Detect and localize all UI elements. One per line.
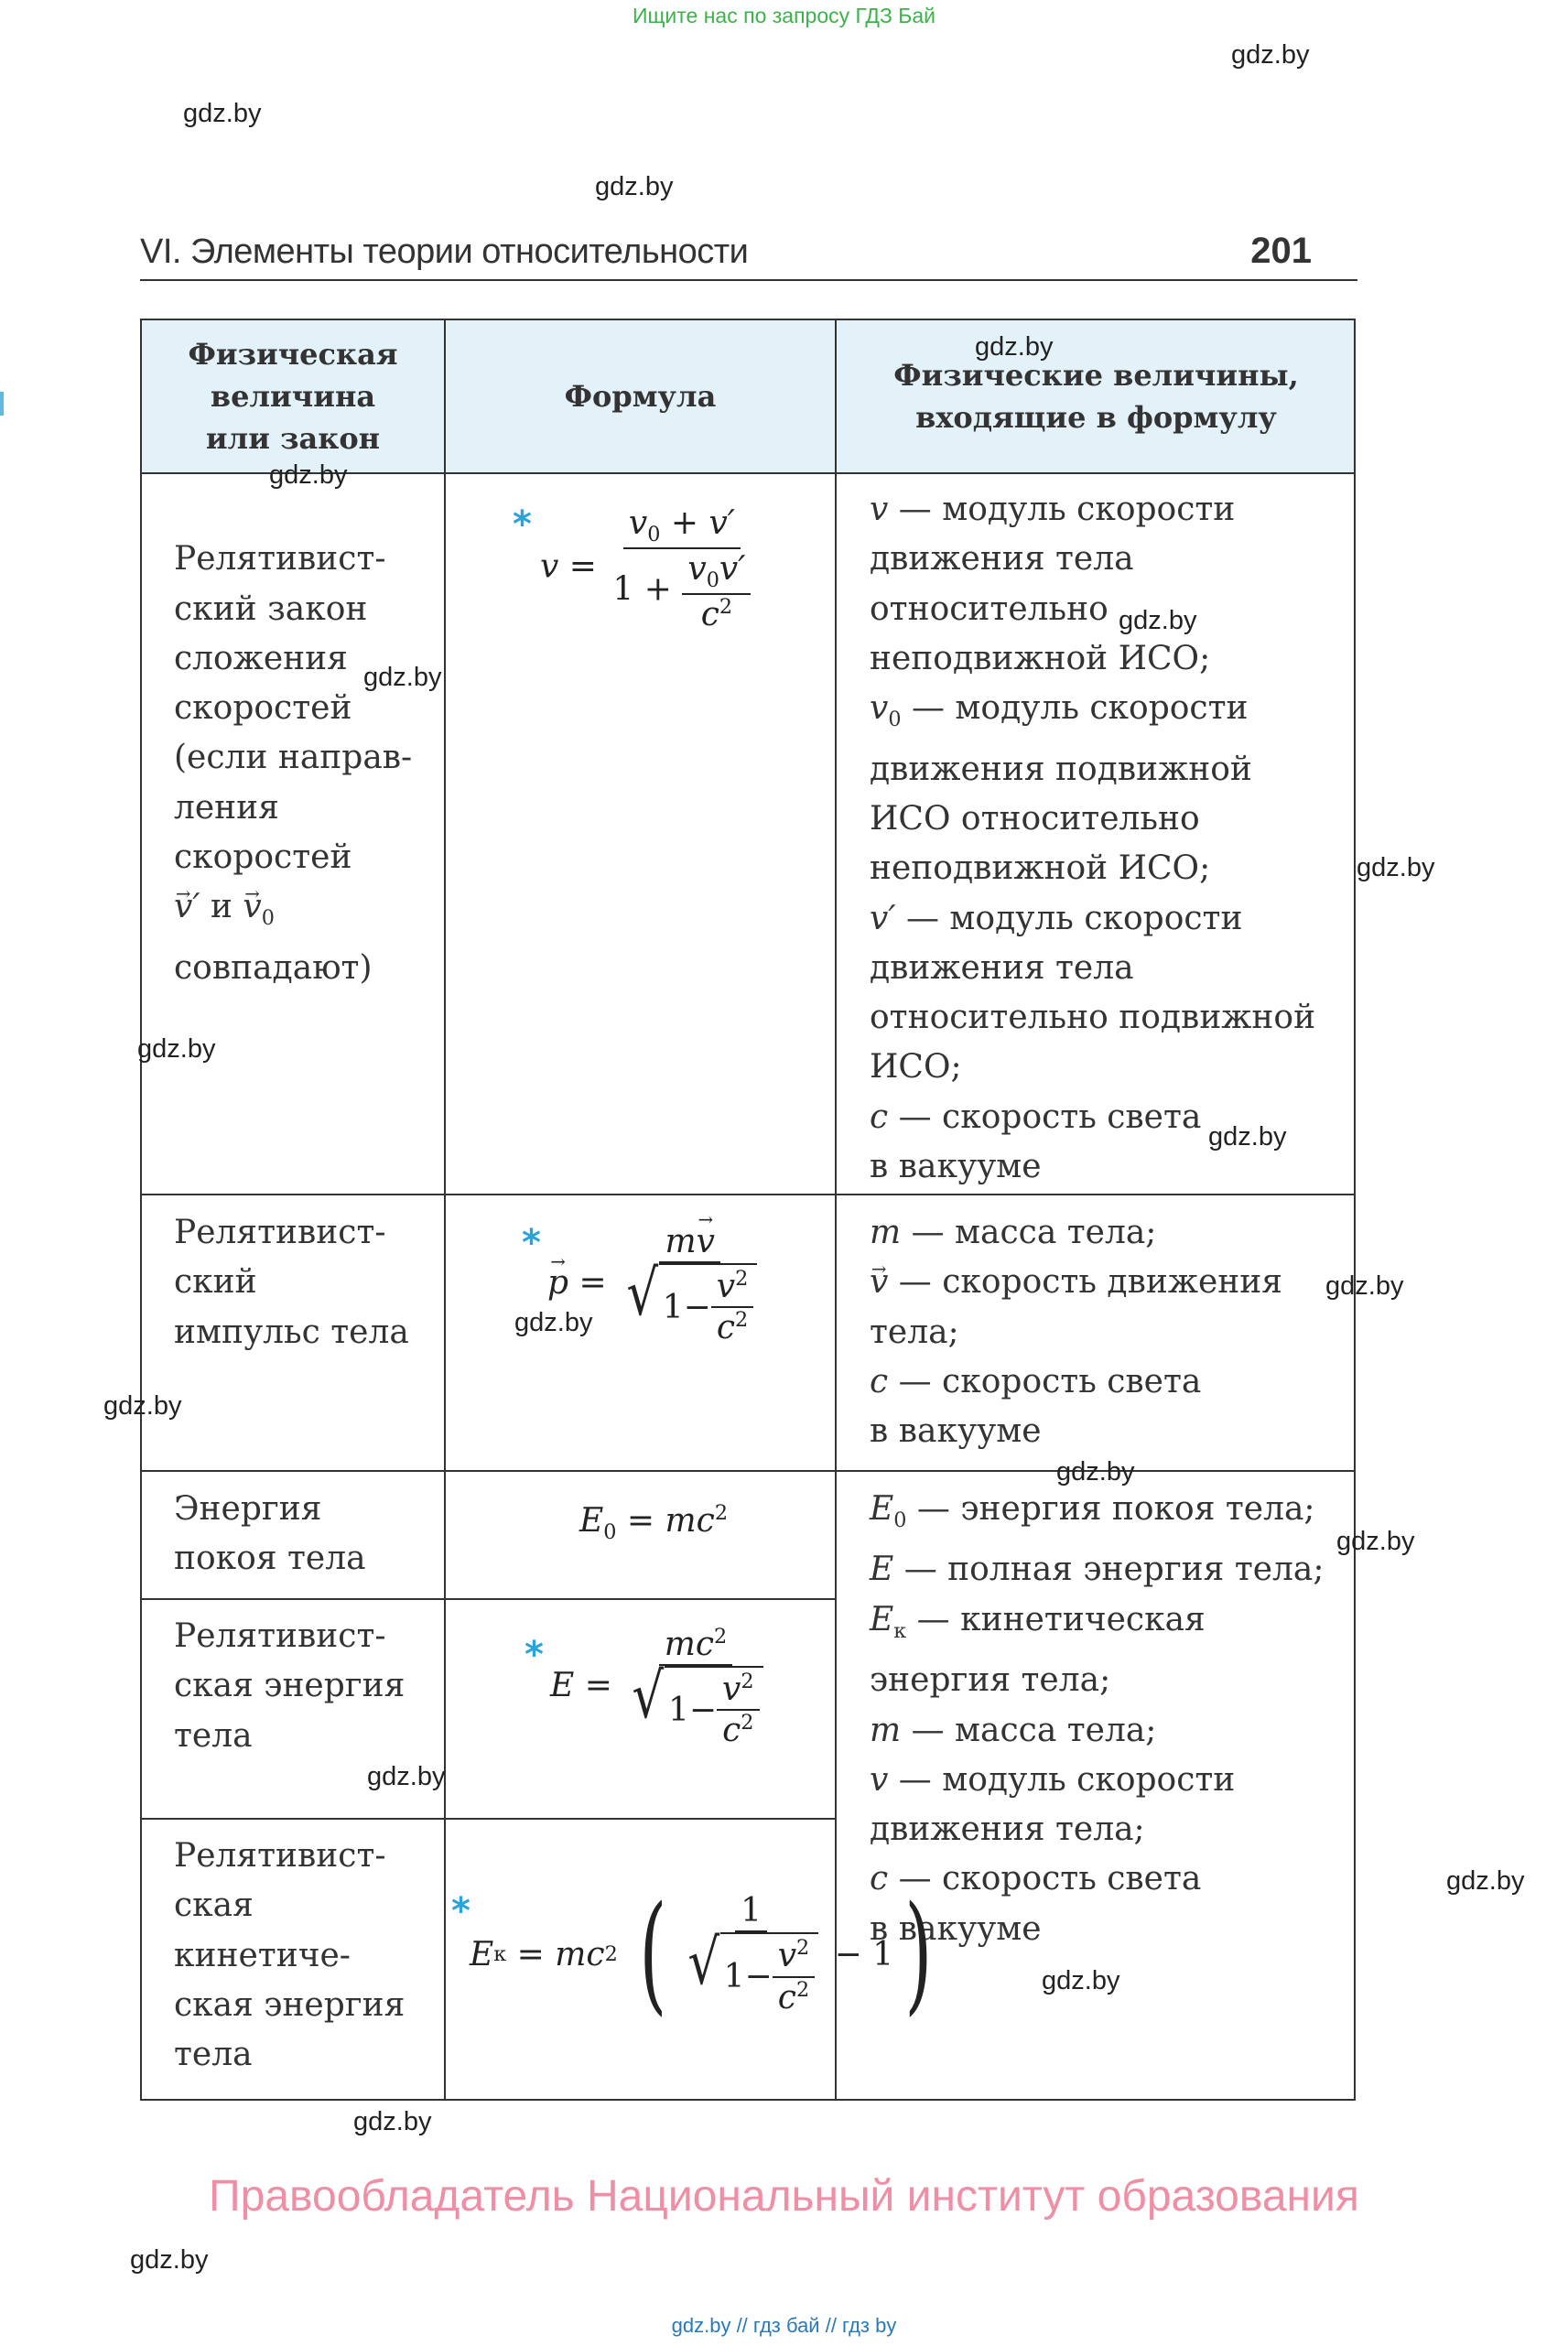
variable-symbol: c xyxy=(870,1860,889,1898)
variable-symbol: v xyxy=(870,1760,889,1799)
header-quantity xyxy=(142,320,444,472)
watermark: gdz.by xyxy=(1208,1122,1287,1151)
copyright-notice: Правообладатель Национальный институт образования xyxy=(209,2172,1359,2221)
variable-description-line: $v_0$ — модуль скорости xyxy=(870,689,1249,732)
variable-symbol: $v_0$ xyxy=(870,689,902,732)
row1-variables xyxy=(870,485,1315,1192)
variable-description-line: неподвижной ИСО; xyxy=(870,849,1211,888)
watermark: gdz.by xyxy=(1336,1527,1415,1556)
variable-description-line: движения тела xyxy=(870,540,1134,578)
header-line: величина xyxy=(210,379,376,414)
row-divider xyxy=(142,1194,1356,1195)
top-banner[interactable]: Ищите нас по запросу ГДЗ Бай xyxy=(632,4,936,27)
page-header xyxy=(140,224,1357,281)
row5-quantity: Релятивист- ская кинетиче- ская энергия тела xyxy=(174,1837,406,2074)
row-divider xyxy=(142,1470,1356,1472)
row2-quantity: Релятивист- ский импульс тела xyxy=(174,1214,409,1351)
page-number: 201 xyxy=(1250,231,1312,271)
watermark: gdz.by xyxy=(1056,1457,1135,1487)
variable-symbol: $E_0$ xyxy=(870,1490,907,1533)
watermark: gdz.by xyxy=(363,663,442,692)
variable-description-line: неподвижной ИСО; xyxy=(870,639,1211,677)
watermark: gdz.by xyxy=(1357,853,1435,882)
page-edge-marker xyxy=(0,392,4,416)
variable-description-line: тела; xyxy=(870,1313,959,1351)
watermark: gdz.by xyxy=(1325,1271,1404,1301)
watermark: gdz.by xyxy=(103,1391,182,1421)
header-formula xyxy=(446,320,835,472)
watermark: gdz.by xyxy=(367,1762,446,1791)
variable-description-line: относительно подвижной xyxy=(870,999,1316,1037)
header-line: входящие в формулу xyxy=(915,400,1277,435)
row1-quantity xyxy=(174,485,412,993)
watermark: gdz.by xyxy=(595,172,674,201)
bottom-nav-links[interactable]: gdz.by // гдз бай // гдз by xyxy=(671,2314,897,2337)
row3-quantity: Энергия покоя тела xyxy=(174,1490,366,1578)
variable-description-line: c — скорость света xyxy=(870,1860,1202,1898)
variable-description-line: в вакууме xyxy=(870,1412,1042,1451)
variable-symbol: v′ xyxy=(870,899,896,937)
row2-variables xyxy=(870,1208,1282,1456)
variable-symbol: m xyxy=(870,1214,902,1251)
variable-description-line: ИСО; xyxy=(870,1048,962,1087)
vector-notation: → v′ $и \to v_0$ xyxy=(174,888,275,925)
variable-description-line: → v — скорость движения xyxy=(870,1258,1282,1307)
chapter-title: VI. Элементы теории относительности xyxy=(140,232,749,271)
variable-description-line: энергия тела; xyxy=(870,1661,1111,1700)
asterisk-icon: * xyxy=(524,1634,544,1676)
variable-description-line: v — модуль скорости xyxy=(870,1760,1236,1799)
watermark: gdz.by xyxy=(183,99,262,128)
variable-description-line: движения тела xyxy=(870,948,1134,987)
variable-description-line: движения тела; xyxy=(870,1811,1145,1849)
watermark: gdz.by xyxy=(1231,40,1310,70)
variable-description-line: в вакууме xyxy=(870,1909,1042,1948)
header-variables xyxy=(837,320,1356,472)
variable-symbol: $E_к$ xyxy=(870,1600,907,1643)
row1-quantity-text: Релятивист- ский закон сложения скоростей (если направ- ления скоростей → v′ $и \to v_0$ совпадают) xyxy=(174,540,412,987)
header-line: или закон xyxy=(205,421,381,456)
watermark: gdz.by xyxy=(130,2245,209,2275)
header-line: Формула xyxy=(564,379,717,414)
column-divider xyxy=(835,320,837,2101)
variable-symbol: v xyxy=(870,491,889,528)
variable-description-line: ИСО относительно xyxy=(870,799,1200,838)
variable-description-line: c — скорость света xyxy=(870,1097,1202,1136)
variable-description-line: v — модуль скорости xyxy=(870,491,1236,528)
variable-description-line: v′ — модуль скорости xyxy=(870,899,1243,937)
asterisk-icon: * xyxy=(522,1222,541,1264)
header-line: Физическая xyxy=(188,337,398,372)
watermark: gdz.by xyxy=(1042,1966,1120,1995)
formula-rest-energy: $E_0 = mc^2$ xyxy=(579,1501,729,1545)
variable-description-line: $E_к$ — кинетическая xyxy=(870,1600,1206,1643)
variable-symbol: m xyxy=(870,1711,902,1749)
variable-description-line: относительно xyxy=(870,589,1108,628)
row-divider xyxy=(142,1818,837,1820)
watermark: gdz.by xyxy=(353,2107,432,2136)
watermark: gdz.by xyxy=(975,332,1054,362)
row-divider xyxy=(142,1598,837,1600)
watermark: gdz.by xyxy=(269,460,348,490)
variable-symbol: → v xyxy=(870,1263,888,1301)
variable-description-line: c — скорость света xyxy=(870,1362,1202,1400)
variable-symbol: c xyxy=(870,1097,889,1136)
variable-description-line: в вакууме xyxy=(870,1148,1042,1186)
watermark: gdz.by xyxy=(1119,606,1197,635)
watermark: gdz.by xyxy=(1446,1866,1525,1896)
asterisk-icon: * xyxy=(513,503,532,546)
variable-description-line: m — масса тела; xyxy=(870,1214,1157,1251)
column-divider xyxy=(444,320,446,2101)
variable-description-line: движения подвижной xyxy=(870,750,1252,788)
variable-description-line: m — масса тела; xyxy=(870,1711,1157,1749)
watermark: gdz.by xyxy=(514,1308,593,1337)
physics-formulas-table: Физическая величина или закон Формула Физические величины, входящие в формулу Релятивист- ский закон сложения скоростей (если направ- ления скоростей → v′ $и \to v_0$ совпадают) Релятивист- ский импульс тела Энергия покоя тела Релятивист- ская энергия тела Релятивист- ская кинетиче- ская энергия тела v — модуль скорости движения тела относительно неподвижной ИСО; $v_0$ — модуль скорости движения подвижной ИСО относительно неподвижной ИСО; v′ — модуль скорости движения тела относительно подвижной ИСО; c — скорость света в вакууме m — масса тела; → v — скорость движения тела; c — скорость света в вакууме $E_0$ — энергия покоя тела; E — полная энергия тела; $E_к$ — кинетическая энергия тела; m — масса тела; v — модуль скорости движения тела; c — скорость света в вакууме * v = $v_0 + v'$ 1 + $\frac{v_0v'}{c^2}$ * → p = m→ v √ 1 − $\frac{v^2}{c^2}$ $E_0 = mc^2$ * E = $mc^2$ √ 1 − $\frac{v^2}{c^2}$ * E к = mc 2 ( 1 √ 1 − $\frac{v^2}{c^2}$ − 1 ) xyxy=(140,319,1356,2101)
asterisk-icon: * xyxy=(451,1890,470,1932)
variable-description-line: E — полная энергия тела; xyxy=(870,1551,1325,1589)
variable-symbol: E xyxy=(870,1551,894,1589)
row4-quantity: Релятивист- ская энергия тела xyxy=(174,1617,406,1755)
header-line: Физические величины, xyxy=(893,358,1299,393)
variable-description-line: $E_0$ — энергия покоя тела; xyxy=(870,1490,1315,1533)
watermark: gdz.by xyxy=(137,1034,216,1064)
variable-symbol: c xyxy=(870,1362,889,1400)
